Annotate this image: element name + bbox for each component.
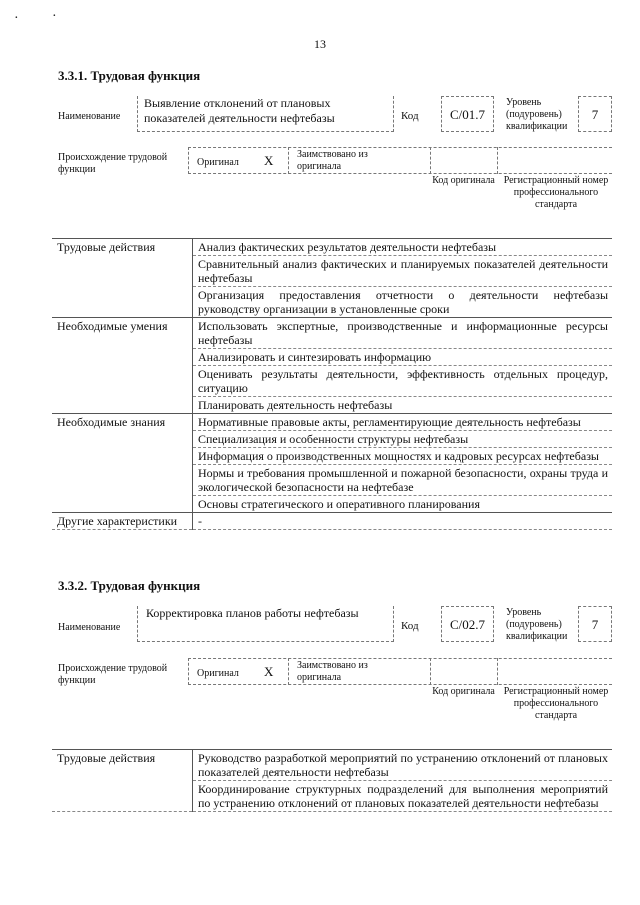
reg-number-label: Регистрационный номер профессионального стандарта (503, 175, 609, 210)
list-item: Использовать экспертные, производственные и информационные ресурсы нефтебазы (193, 318, 613, 349)
original-mark: X (264, 664, 274, 679)
function-table (52, 238, 612, 530)
list-item: Основы стратегического и оперативного планирования (193, 496, 613, 513)
origin-label: Происхождение трудовой функции (58, 152, 168, 175)
cell-divider (288, 147, 289, 174)
list-item: Информация о производственных мощностях и кадровых ресурсах нефтебазы (193, 448, 613, 465)
origin-label: Происхождение трудовой функции (58, 663, 168, 686)
page-number: 13 (314, 37, 326, 51)
list-item: Анализировать и синтезировать информацию (193, 349, 613, 366)
qualification-level-value: 7 (578, 96, 612, 132)
function-table (52, 749, 612, 812)
original-mark: X (264, 153, 274, 168)
scan-dot: · (52, 9, 57, 24)
code-value: C/02.7 (441, 606, 494, 642)
cell-divider (430, 658, 431, 685)
code-original-label: Код оригинала (432, 175, 495, 186)
code-label: Код (401, 620, 419, 632)
list-item: Оценивать результаты деятельности, эффективность отдельных процедур, ситуацию (193, 366, 613, 397)
row-head-labor-actions: Трудовые действия (52, 239, 193, 318)
cell-divider (497, 658, 498, 685)
list-item: - (193, 513, 613, 530)
qualification-level-value: 7 (578, 606, 612, 642)
qualification-level-label: Уровень (подуровень) квалификации (506, 607, 568, 642)
list-item: Нормативные правовые акты, регламентирующие деятельность нефтебазы (193, 414, 613, 431)
name-label: Наименование (58, 622, 121, 633)
list-item: Планировать деятельность нефтебазы (193, 397, 613, 414)
original-label: Оригинал (197, 668, 239, 679)
borrowed-label: Заимствовано из оригинала (297, 660, 368, 683)
borrowed-label: Заимствовано из оригинала (297, 149, 368, 172)
reg-number-label: Регистрационный номер профессионального стандарта (503, 686, 609, 721)
list-item: Специализация и особенности структуры нефтебазы (193, 431, 613, 448)
list-item: Организация предоставления отчетности о деятельности нефтебазы руководству организации в установленные сроки (193, 287, 613, 318)
code-value: C/01.7 (441, 96, 494, 132)
list-item: Нормы и требования промышленной и пожарной безопасности, охраны труда и экологической безопасности на нефтебазе (193, 465, 613, 496)
qualification-level-label: Уровень (подуровень) квалификации (506, 97, 568, 132)
row-head-skills: Необходимые умения (52, 318, 193, 414)
function-name-value: Корректировка планов работы нефтебазы (137, 606, 394, 642)
cell-divider (497, 147, 498, 174)
list-item: Сравнительный анализ фактических и планируемых показателей деятельности нефтебазы (193, 256, 613, 287)
row-head-other: Другие характеристики (52, 513, 193, 530)
list-item: Руководство разработкой мероприятий по устранению отклонений от плановых показателей деятельности нефтебазы (193, 750, 613, 781)
row-head-labor-actions: Трудовые действия (52, 750, 193, 812)
code-original-label: Код оригинала (432, 686, 495, 697)
cell-divider (430, 147, 431, 174)
original-label: Оригинал (197, 157, 239, 168)
scan-dot: · (14, 11, 19, 26)
section-title: 3.3.1. Трудовая функция (58, 68, 201, 83)
cell-divider (288, 658, 289, 685)
section-title: 3.3.2. Трудовая функция (58, 578, 201, 593)
code-label: Код (401, 110, 419, 122)
function-name-value: Выявление отклонений от плановых показателей деятельности нефтебазы (137, 96, 394, 132)
list-item: Анализ фактических результатов деятельности нефтебазы (193, 239, 613, 256)
row-head-knowledge: Необходимые знания (52, 414, 193, 513)
list-item: Координирование структурных подразделений для выполнения мероприятий по устранению отклонений от плановых показателей деятельности нефтебазы (193, 781, 613, 812)
name-label: Наименование (58, 111, 121, 122)
